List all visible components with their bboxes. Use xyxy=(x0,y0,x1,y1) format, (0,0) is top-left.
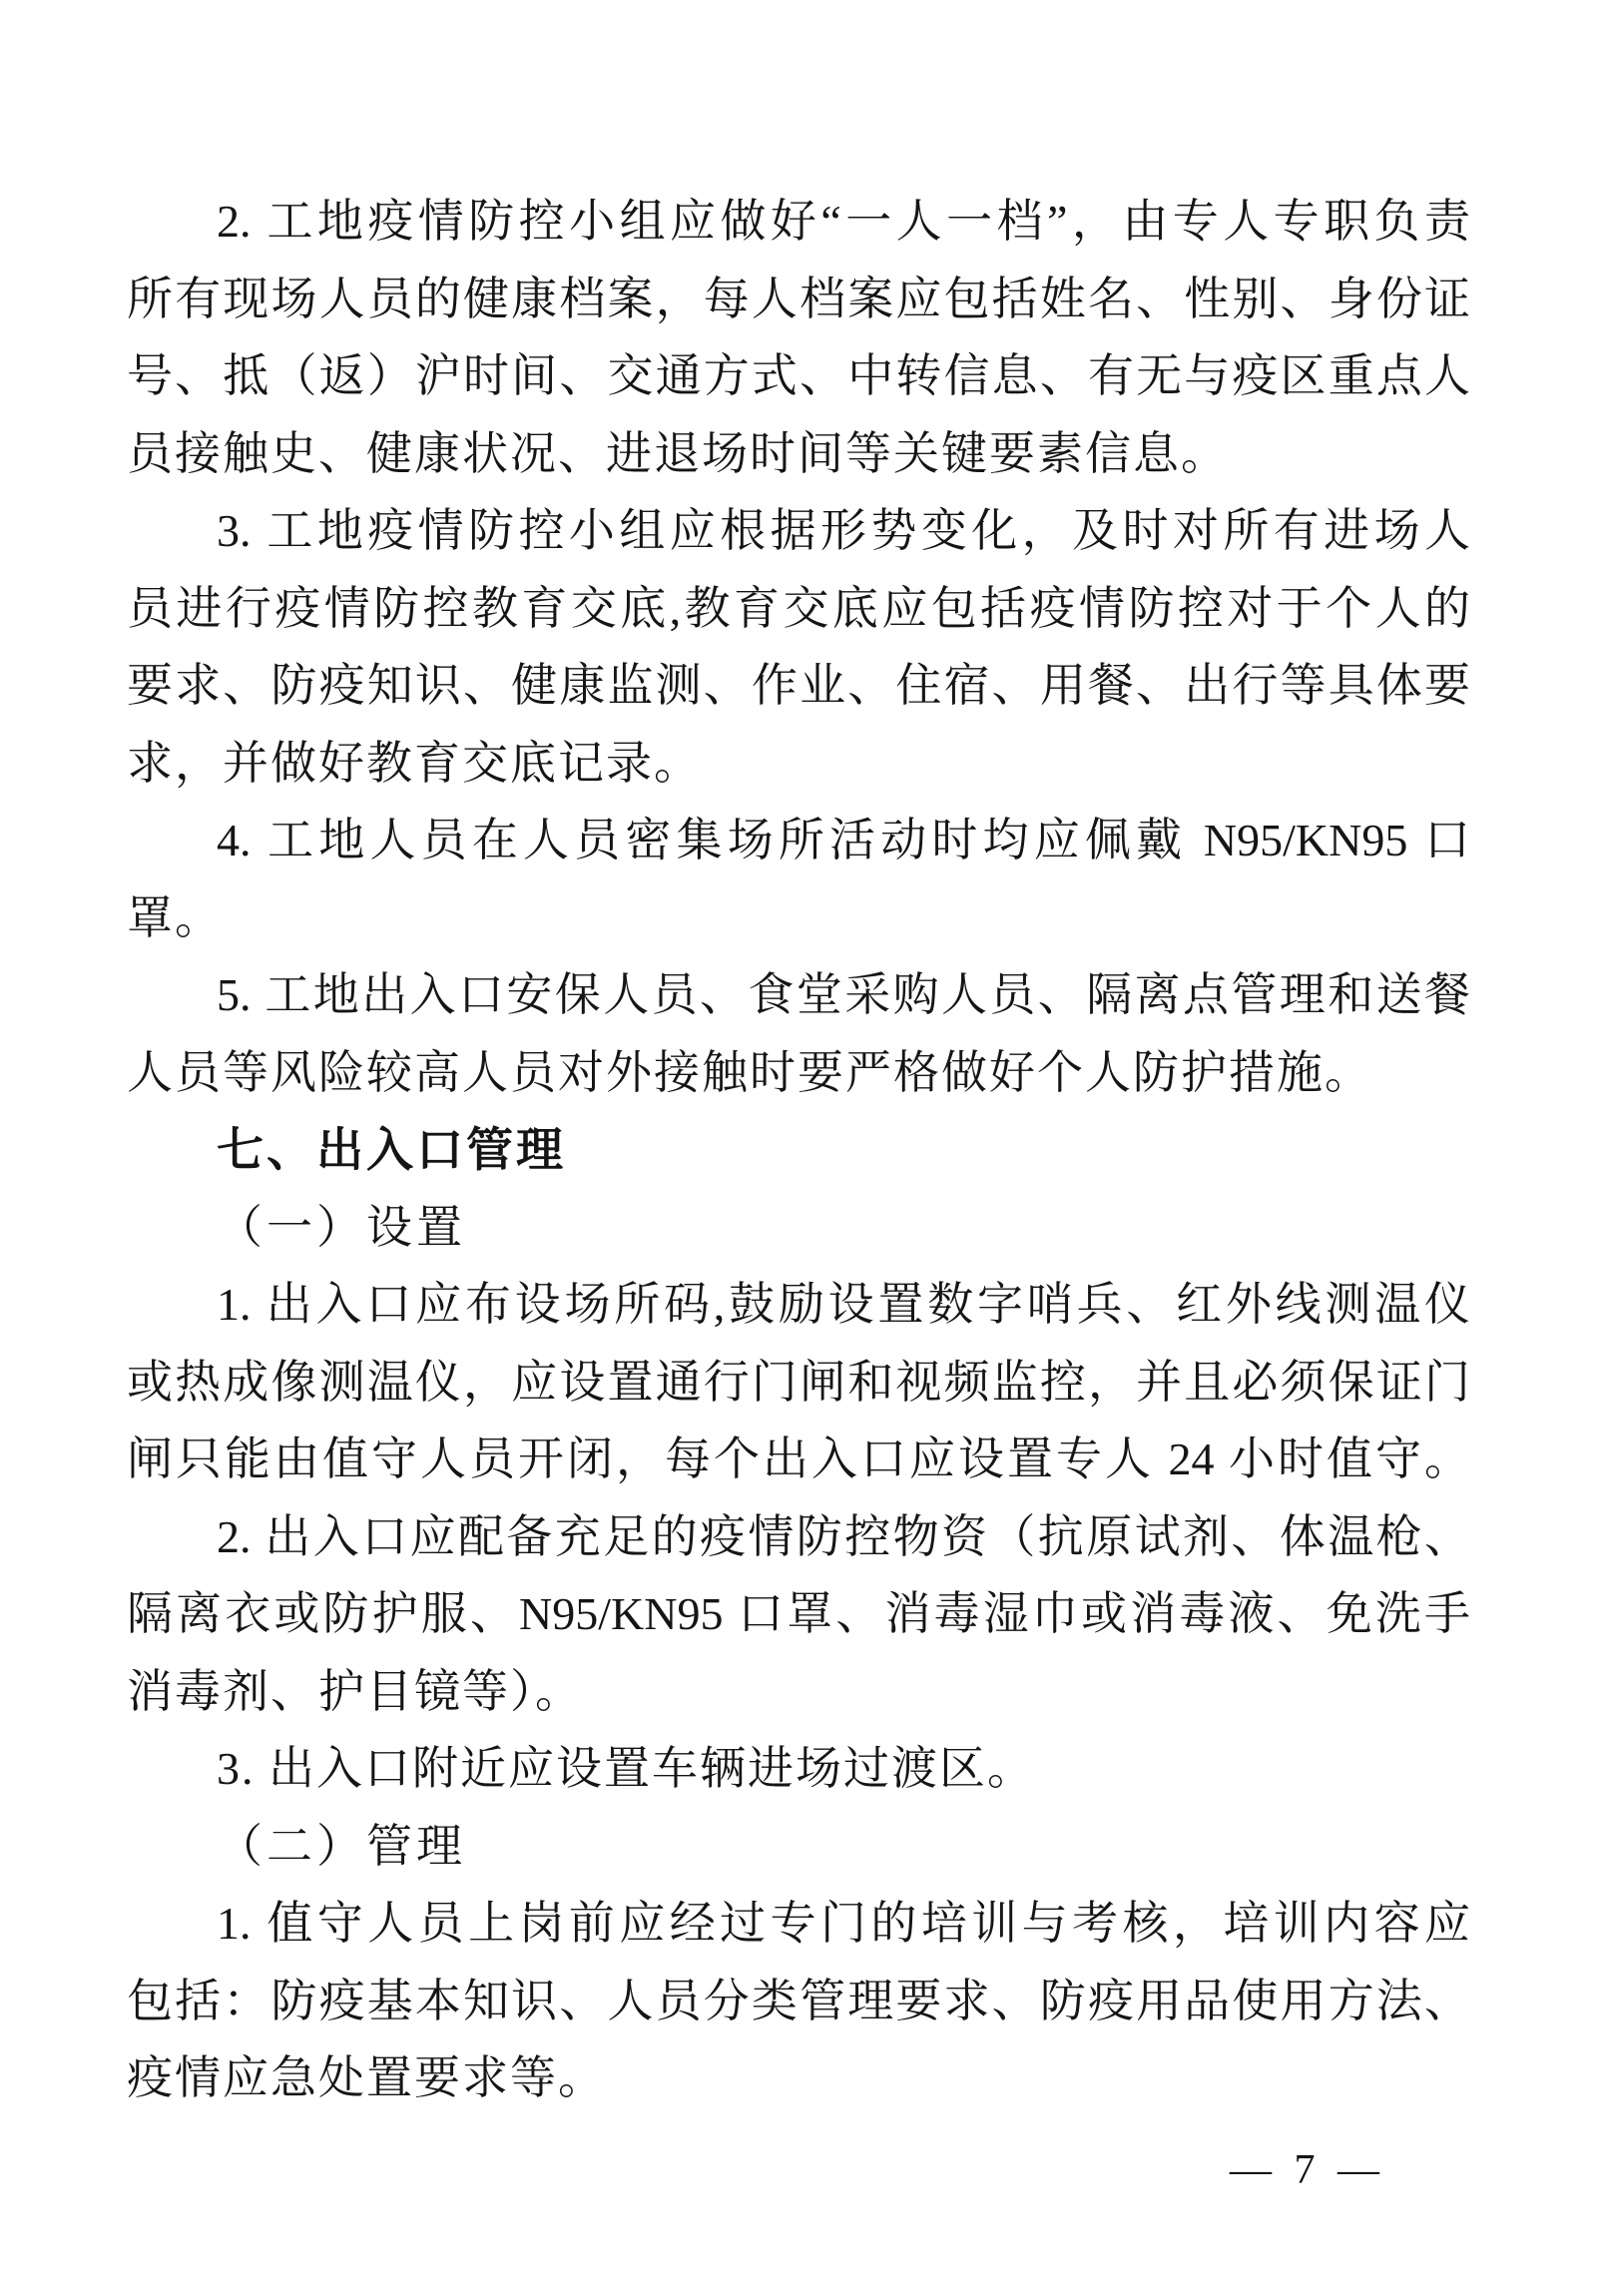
text-line: 员进行疫情防控教育交底,教育交底应包括疫情防控对于个人的 xyxy=(127,582,1470,634)
text-line: 4. 工地人员在人员密集场所活动时均应佩戴 N95/KN95 口 xyxy=(217,815,1470,865)
text-line: 3. 工地疫情防控小组应根据形势变化，及时对所有进场人 xyxy=(217,505,1470,556)
text-line: 隔离衣或防护服、N95/KN95 口罩、消毒湿巾或消毒液、免洗手 xyxy=(127,1588,1470,1639)
subsection-heading: （一）设置 xyxy=(217,1201,466,1253)
text-line: 包括：防疫基本知识、人员分类管理要求、防疫用品使用方法、 xyxy=(127,1975,1470,2026)
text-line: 员接触史、健康状况、进退场时间等关键要素信息。 xyxy=(127,427,1229,479)
text-line: 2. 工地疫情防控小组应做好“一人一档”，由专人专职负责 xyxy=(217,196,1470,247)
text-line: 人员等风险较高人员对外接触时要严格做好个人防护措施。 xyxy=(127,1046,1372,1098)
text-line: 2. 出入口应配备充足的疫情防控物资（抗原试剂、体温枪、 xyxy=(217,1510,1470,1562)
text-line: 罩。 xyxy=(127,891,223,943)
text-line: 所有现场人员的健康档案，每人档案应包括姓名、性别、身份证 xyxy=(127,273,1470,324)
text-line: 号、抵（返）沪时间、交通方式、中转信息、有无与疫区重点人 xyxy=(127,350,1470,401)
text-line: 1. 值守人员上岗前应经过专门的培训与考核，培训内容应 xyxy=(217,1898,1470,1949)
text-line: 要求、防疫知识、健康监测、作业、住宿、用餐、出行等具体要 xyxy=(127,660,1470,711)
text-line: 闸只能由值守人员开闭，每个出入口应设置专人 24 小时值守。 xyxy=(127,1434,1470,1484)
document-body xyxy=(127,183,1470,2117)
text-line: 疫情应急处置要求等。 xyxy=(127,2052,606,2103)
section-heading: 七、出入口管理 xyxy=(217,1123,566,1176)
text-line: 或热成像测温仪，应设置通行门闸和视频监控，并且必须保证门 xyxy=(127,1356,1470,1408)
text-line: 求，并做好教育交底记录。 xyxy=(127,737,702,789)
text-line: 3. 出入口附近应设置车辆进场过渡区。 xyxy=(217,1743,1035,1794)
subsection-heading: （二）管理 xyxy=(217,1820,466,1872)
text-line: 5. 工地出入口安保人员、食堂采购人员、隔离点管理和送餐 xyxy=(217,969,1470,1020)
text-line: 消毒剂、护目镜等）。 xyxy=(127,1665,583,1717)
page-number: — 7 — xyxy=(1230,2147,1385,2193)
text-line: 1. 出入口应布设场所码,鼓励设置数字哨兵、红外线测温仪 xyxy=(217,1279,1470,1330)
